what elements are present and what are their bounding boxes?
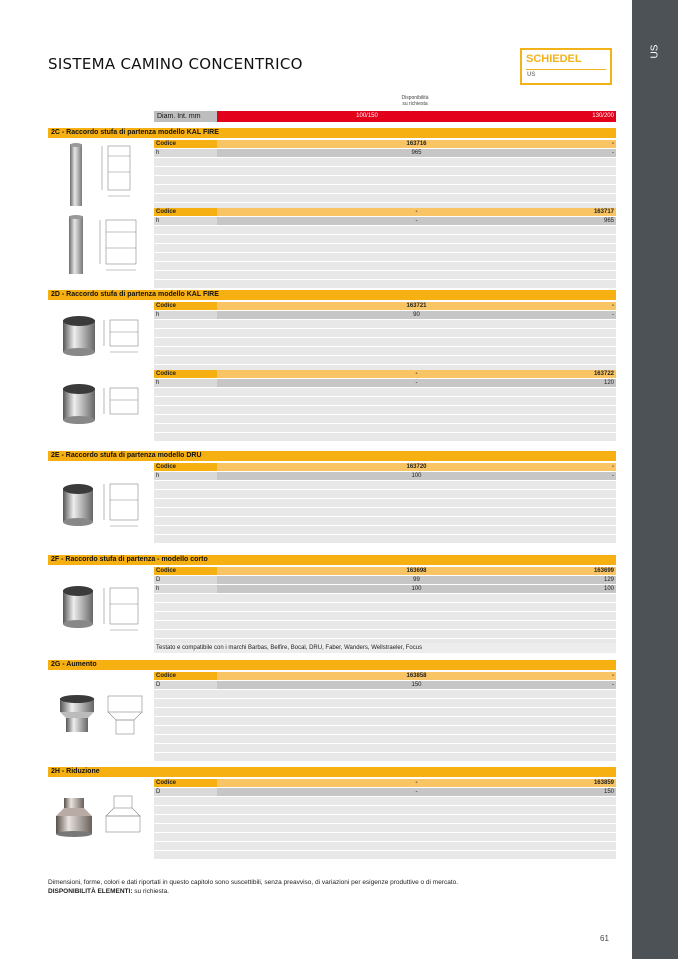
blank-row [154,481,616,489]
blank-row [154,603,616,611]
blank-row [154,271,616,279]
table-row [154,779,616,787]
table-row [154,576,616,584]
cell-value: - [612,312,614,318]
short-pipe-image [60,314,98,358]
blank-row [154,806,616,814]
table-2d-2 [154,370,616,442]
cell-value: - [612,673,614,679]
blank-row [154,815,616,823]
brand-logo [520,48,612,85]
short-connector-image [60,584,96,630]
cell-value: - [612,473,614,479]
cell-value: 163699 [593,568,614,574]
row-label: Codice [154,208,217,216]
row-label: D [154,788,217,796]
table-row [154,149,616,157]
table-row [154,217,616,225]
cell-value: 163721 [406,303,427,309]
blank-row [154,630,616,638]
blank-row [154,235,616,243]
cell-value: - [415,209,418,215]
cell-value: 965 [411,150,422,156]
blank-row [154,490,616,498]
long-pipe-image [66,142,88,208]
blank-row [154,185,616,193]
section-header-2d: 2D - Raccordo stufa di partenza modello KAL FIRE [48,290,616,300]
blank-row [154,824,616,832]
blank-row [154,253,616,261]
page-title: SISTEMA CAMINO CONCENTRICO [48,55,303,73]
cell-value: - [415,218,418,224]
cell-value: 100 [411,473,422,479]
table-2c-1 [154,140,616,212]
table-2f-1 [154,567,616,648]
blank-row [154,717,616,725]
blank-row [154,842,616,850]
row-label: Codice [154,302,217,310]
row-label: Codice [154,779,217,787]
reducer-image [54,796,96,838]
blank-row [154,167,616,175]
blank-row [154,320,616,328]
brand-sub: US [527,72,536,78]
reducer-drawing [100,792,148,838]
row-label: Codice [154,140,217,148]
cell-value: - [415,380,418,386]
blank-row [154,735,616,743]
cell-value: - [415,780,418,786]
section-header-2h: 2H - Riduzione [48,767,616,777]
blank-row [154,356,616,364]
cell-value: 163717 [593,209,614,215]
blank-row [154,499,616,507]
short-pipe-drawing [100,312,146,356]
blank-row [154,708,616,716]
blank-row [154,508,616,516]
table-row [154,672,616,680]
footer-notes [48,878,608,896]
short-connector-drawing [100,582,146,632]
cell-value: - [415,371,418,377]
row-label: Codice [154,567,217,575]
diameter-header-row [154,111,616,122]
blank-row [154,690,616,698]
blank-row [154,526,616,534]
blank-row [154,338,616,346]
cell-value: 965 [603,218,614,224]
row-label: Codice [154,672,217,680]
section-header-2f: 2F - Raccordo stufa di partenza - modello corto [48,555,616,565]
short-pipe-drawing [100,382,146,422]
blank-row [154,194,616,202]
blank-row [154,726,616,734]
cell-value: - [612,682,614,688]
blank-row [154,744,616,752]
cell-value: - [415,789,418,795]
cell-value: 163722 [593,371,614,377]
long-pipe-drawing [96,214,148,276]
row-label: h [154,149,217,157]
diameter-value-1: 100/150 [356,113,378,119]
logo-divider [526,69,606,70]
row-label: h [154,585,217,593]
availability-label: DISPONIBILITÀ ELEMENTI: [48,888,133,895]
cell-value: 100 [603,586,614,592]
language-tab-label: US [649,44,661,59]
increaser-image [58,694,98,736]
cell-value: 90 [413,312,420,318]
blank-row [154,535,616,543]
blank-row [154,699,616,707]
short-pipe-image [60,382,98,426]
row-label: h [154,379,217,387]
blank-row [154,158,616,166]
cell-value: 99 [413,577,420,583]
footer-disclaimer: Dimensioni, forme, colori e dati riportati in questo capitolo sono suscettibili, senza preavviso, di variazioni per esigenze produttive o di mercato. [48,879,459,886]
section-header-2e: 2E - Raccordo stufa di partenza modello DRU [48,451,616,461]
cell-value: 163716 [406,141,427,147]
row-label: h [154,217,217,225]
section-header-2c: 2C - Raccordo stufa di partenza modello KAL FIRE [48,128,616,138]
stove-connector-drawing [100,478,146,528]
cell-value: 163859 [593,780,614,786]
brand-name: SCHIEDEL [526,53,582,65]
blank-row [154,244,616,252]
table-row [154,311,616,319]
cell-value: 100 [411,586,422,592]
increaser-drawing [104,692,148,738]
table-row [154,302,616,310]
row-label: h [154,472,217,480]
blank-row [154,262,616,270]
table-2d-1 [154,302,616,374]
table-row [154,585,616,593]
blank-row [154,433,616,441]
blank-row [154,833,616,841]
row-label: Codice [154,370,217,378]
blank-row [154,594,616,602]
long-pipe-image [64,214,88,276]
blank-row [154,388,616,396]
footer-availability [48,887,608,896]
blank-row [154,612,616,620]
cell-value: 163698 [406,568,427,574]
blank-row [154,797,616,805]
cell-value: 120 [603,380,614,386]
row-label: D [154,681,217,689]
cell-value: - [612,303,614,309]
cell-value: - [612,150,614,156]
blank-row [154,621,616,629]
blank-row [154,424,616,432]
table-row [154,567,616,575]
table-row [154,370,616,378]
table-row [154,463,616,471]
cell-value: 163858 [406,673,427,679]
table-row [154,379,616,387]
row-label: h [154,311,217,319]
blank-row [154,851,616,859]
table-row [154,208,616,216]
table-2h-1 [154,779,616,860]
diameter-label: Diam. Int. mm [154,111,217,122]
row-label: D [154,576,217,584]
availability-line-2: su richiesta [402,101,428,107]
availability-text: su richiesta. [132,888,169,895]
cell-value: 150 [411,682,422,688]
table-row [154,140,616,148]
blank-row [154,176,616,184]
table-2g-1 [154,672,616,762]
cell-value: 163720 [406,464,427,470]
diameter-values [217,111,616,122]
table-2c-2 [154,208,616,289]
diameter-value-2: 130/200 [592,113,614,119]
blank-row [154,406,616,414]
blank-row [154,397,616,405]
cell-value: - [612,464,614,470]
blank-row [154,226,616,234]
long-pipe-drawing [96,142,146,204]
blank-row [154,517,616,525]
blank-row [154,347,616,355]
blank-row [154,329,616,337]
blank-row [154,415,616,423]
availability-line-1: Disponibilità [401,95,429,101]
table-2e-1 [154,463,616,544]
cell-value: 150 [603,789,614,795]
row-label: Codice [154,463,217,471]
table-row [154,788,616,796]
side-tab [632,0,678,959]
table-row [154,681,616,689]
cell-value: - [612,141,614,147]
availability-note [385,95,445,107]
cell-value: 129 [603,577,614,583]
stove-connector-image [60,482,96,528]
compatibility-note: Testato e compatibile con i marchi Barbas, Belfire, Bocal, DRU, Faber, Wanders, Wellstraeler, Focus [154,643,616,653]
section-header-2g: 2G - Aumento [48,660,616,670]
table-row [154,472,616,480]
blank-row [154,280,616,288]
blank-row [154,753,616,761]
page-number: 61 [600,934,609,943]
